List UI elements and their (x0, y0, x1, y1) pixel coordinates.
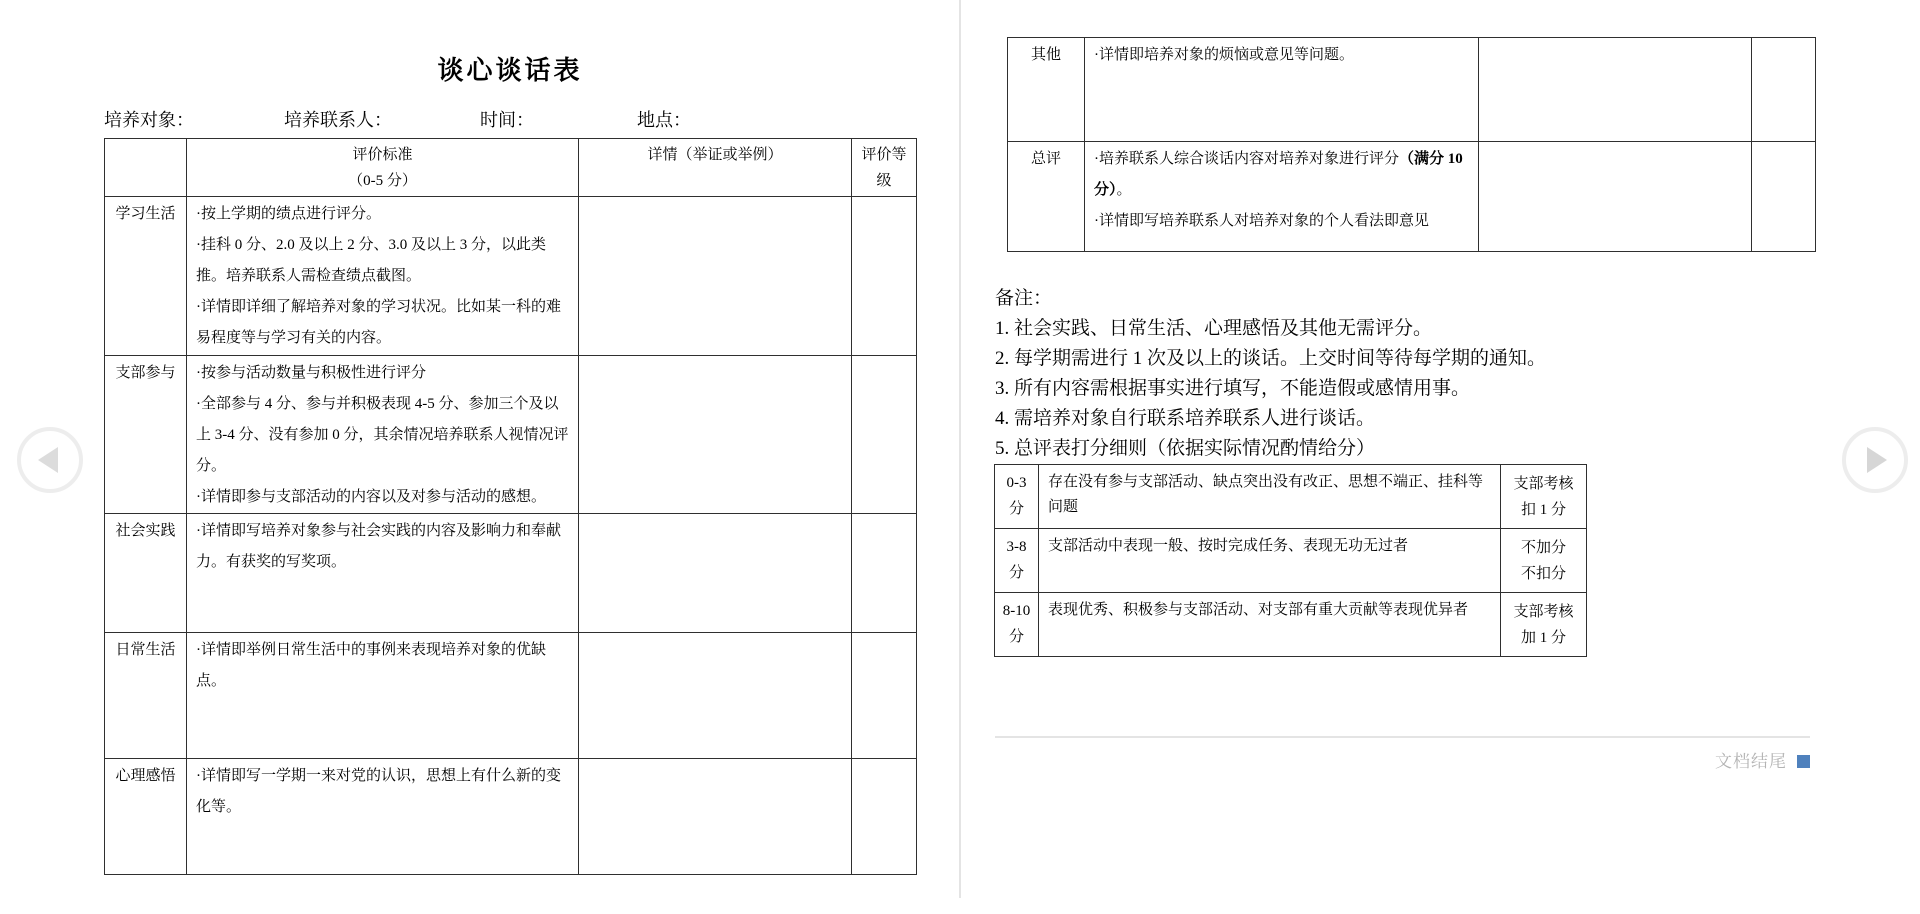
table-row-psychological-insight (105, 759, 917, 875)
criteria-cell: ·培养联系人综合谈话内容对培养对象进行评分（满分 10 分）。 ·详情即写培养联系人对培养对象的个人看法即意见 (1085, 142, 1479, 252)
page-divider (959, 0, 961, 898)
table-row-overall (1008, 142, 1816, 252)
score-description-cell: 表现优秀、积极参与支部活动、对支部有重大贡献等表现优异者 (1039, 593, 1501, 657)
score-description-cell: 支部活动中表现一般、按时完成任务、表现无功无过者 (1039, 529, 1501, 593)
chevron-right-icon (1867, 447, 1887, 473)
header-criteria (187, 139, 579, 197)
table-row-social-practice (105, 514, 917, 633)
details-cell (1479, 38, 1752, 142)
notes-heading: 备注： (995, 288, 1053, 309)
field-label-time: 时间： (480, 110, 534, 130)
details-cell (579, 197, 852, 356)
rating-cell (852, 356, 917, 514)
note-item: 3. 所有内容需根据事实进行填写，不能造假或感情用事。 (995, 378, 1471, 399)
end-of-document (995, 747, 1810, 772)
end-of-document-label: 文档结尾 (1715, 752, 1787, 771)
row-label: 总评 (1008, 142, 1085, 252)
score-result-cell: 不加分 不扣分 (1501, 529, 1587, 593)
details-cell (579, 514, 852, 633)
details-cell (1479, 142, 1752, 252)
score-description-cell: 存在没有参与支部活动、缺点突出没有改正、思想不端正、挂科等问题 (1039, 465, 1501, 529)
row-label: 学习生活 (105, 197, 187, 356)
criteria-cell: ·按上学期的绩点进行评分。 ·挂科 0 分、2.0 及以上 2 分、3.0 及以上 3 分，以此类推。培养联系人需检查绩点截图。 ·详情即详细了解培养对象的学习状况。比如某一科的难易程度等与学习有关的内容。 (187, 197, 579, 356)
criteria-cell: ·详情即举例日常生活中的事例来表现培养对象的优缺点。 (187, 633, 579, 759)
details-cell (579, 633, 852, 759)
header-details: 详情（举证或举例） (579, 139, 852, 197)
previous-page-button[interactable] (17, 427, 83, 493)
header-criteria-line1: 评价标准 (352, 147, 413, 163)
note-item: 4. 需培养对象自行联系培养联系人进行谈话。 (995, 408, 1376, 429)
rating-cell (852, 759, 917, 875)
header-rating-line1: 评价等 (861, 147, 907, 163)
score-range-cell: 8-10 分 (995, 593, 1039, 657)
score-result-cell: 支部考核 加 1 分 (1501, 593, 1587, 657)
rating-cell (852, 633, 917, 759)
header-criteria-line2: （0-5 分） (348, 173, 417, 189)
header-rating-line2: 级 (876, 173, 892, 189)
score-result-cell: 支部考核 扣 1 分 (1501, 465, 1587, 529)
table-row-daily-life (105, 633, 917, 759)
scoring-rubric-table (994, 464, 1587, 657)
row-label: 日常生活 (105, 633, 187, 759)
criteria-cell: ·按参与活动数量与积极性进行评分 ·全部参与 4 分、参与并积极表现 4-5 分、参加三个及以上 3-4 分、没有参加 0 分，其余情况培养联系人视情况评分。 ·详情即参与支部活动的内容以及对参与活动的感想。 (187, 356, 579, 514)
criteria-cell: ·详情即培养对象的烦恼或意见等问题。 (1085, 38, 1479, 142)
end-of-document-rule (995, 736, 1810, 738)
header-rating (852, 139, 917, 197)
page-title: 谈心谈话表 (437, 56, 583, 85)
details-cell (579, 759, 852, 875)
evaluation-table (104, 138, 917, 875)
rubric-row-high (995, 593, 1587, 657)
bold-max-score: （满分 10 分） (1094, 151, 1463, 198)
notes-section (995, 284, 1635, 464)
field-label-contact: 培养联系人： (284, 110, 392, 130)
rating-cell (852, 197, 917, 356)
table-row-other (1008, 38, 1816, 142)
chevron-left-icon (38, 447, 58, 473)
note-item: 5. 总评表打分细则（依据实际情况酌情给分） (995, 438, 1376, 459)
row-label: 其他 (1008, 38, 1085, 142)
rubric-row-mid (995, 529, 1587, 593)
table-header-row (105, 139, 917, 197)
info-line (104, 106, 934, 132)
criteria-cell: ·详情即写培养对象参与社会实践的内容及影响力和奉献力。有获奖的写奖项。 (187, 514, 579, 633)
rating-cell (1752, 38, 1816, 142)
row-label: 心理感悟 (105, 759, 187, 875)
evaluation-table-continued (1007, 37, 1816, 252)
next-page-button[interactable] (1842, 427, 1908, 493)
table-row-branch-participation (105, 356, 917, 514)
rubric-row-low (995, 465, 1587, 529)
note-item: 2. 每学期需进行 1 次及以上的谈话。上交时间等待每学期的通知。 (995, 348, 1547, 369)
field-label-trainee: 培养对象： (104, 110, 194, 130)
table-row-study-life (105, 197, 917, 356)
score-range-cell: 0-3 分 (995, 465, 1039, 529)
end-of-document-marker-icon (1797, 755, 1810, 768)
details-cell (579, 356, 852, 514)
note-item: 1. 社会实践、日常生活、心理感悟及其他无需评分。 (995, 318, 1433, 339)
rating-cell (852, 514, 917, 633)
header-empty-cell (105, 139, 187, 197)
rating-cell (1752, 142, 1816, 252)
row-label: 社会实践 (105, 514, 187, 633)
field-label-place: 地点： (637, 110, 691, 130)
criteria-cell: ·详情即写一学期一来对党的认识，思想上有什么新的变化等。 (187, 759, 579, 875)
row-label: 支部参与 (105, 356, 187, 514)
score-range-cell: 3-8 分 (995, 529, 1039, 593)
